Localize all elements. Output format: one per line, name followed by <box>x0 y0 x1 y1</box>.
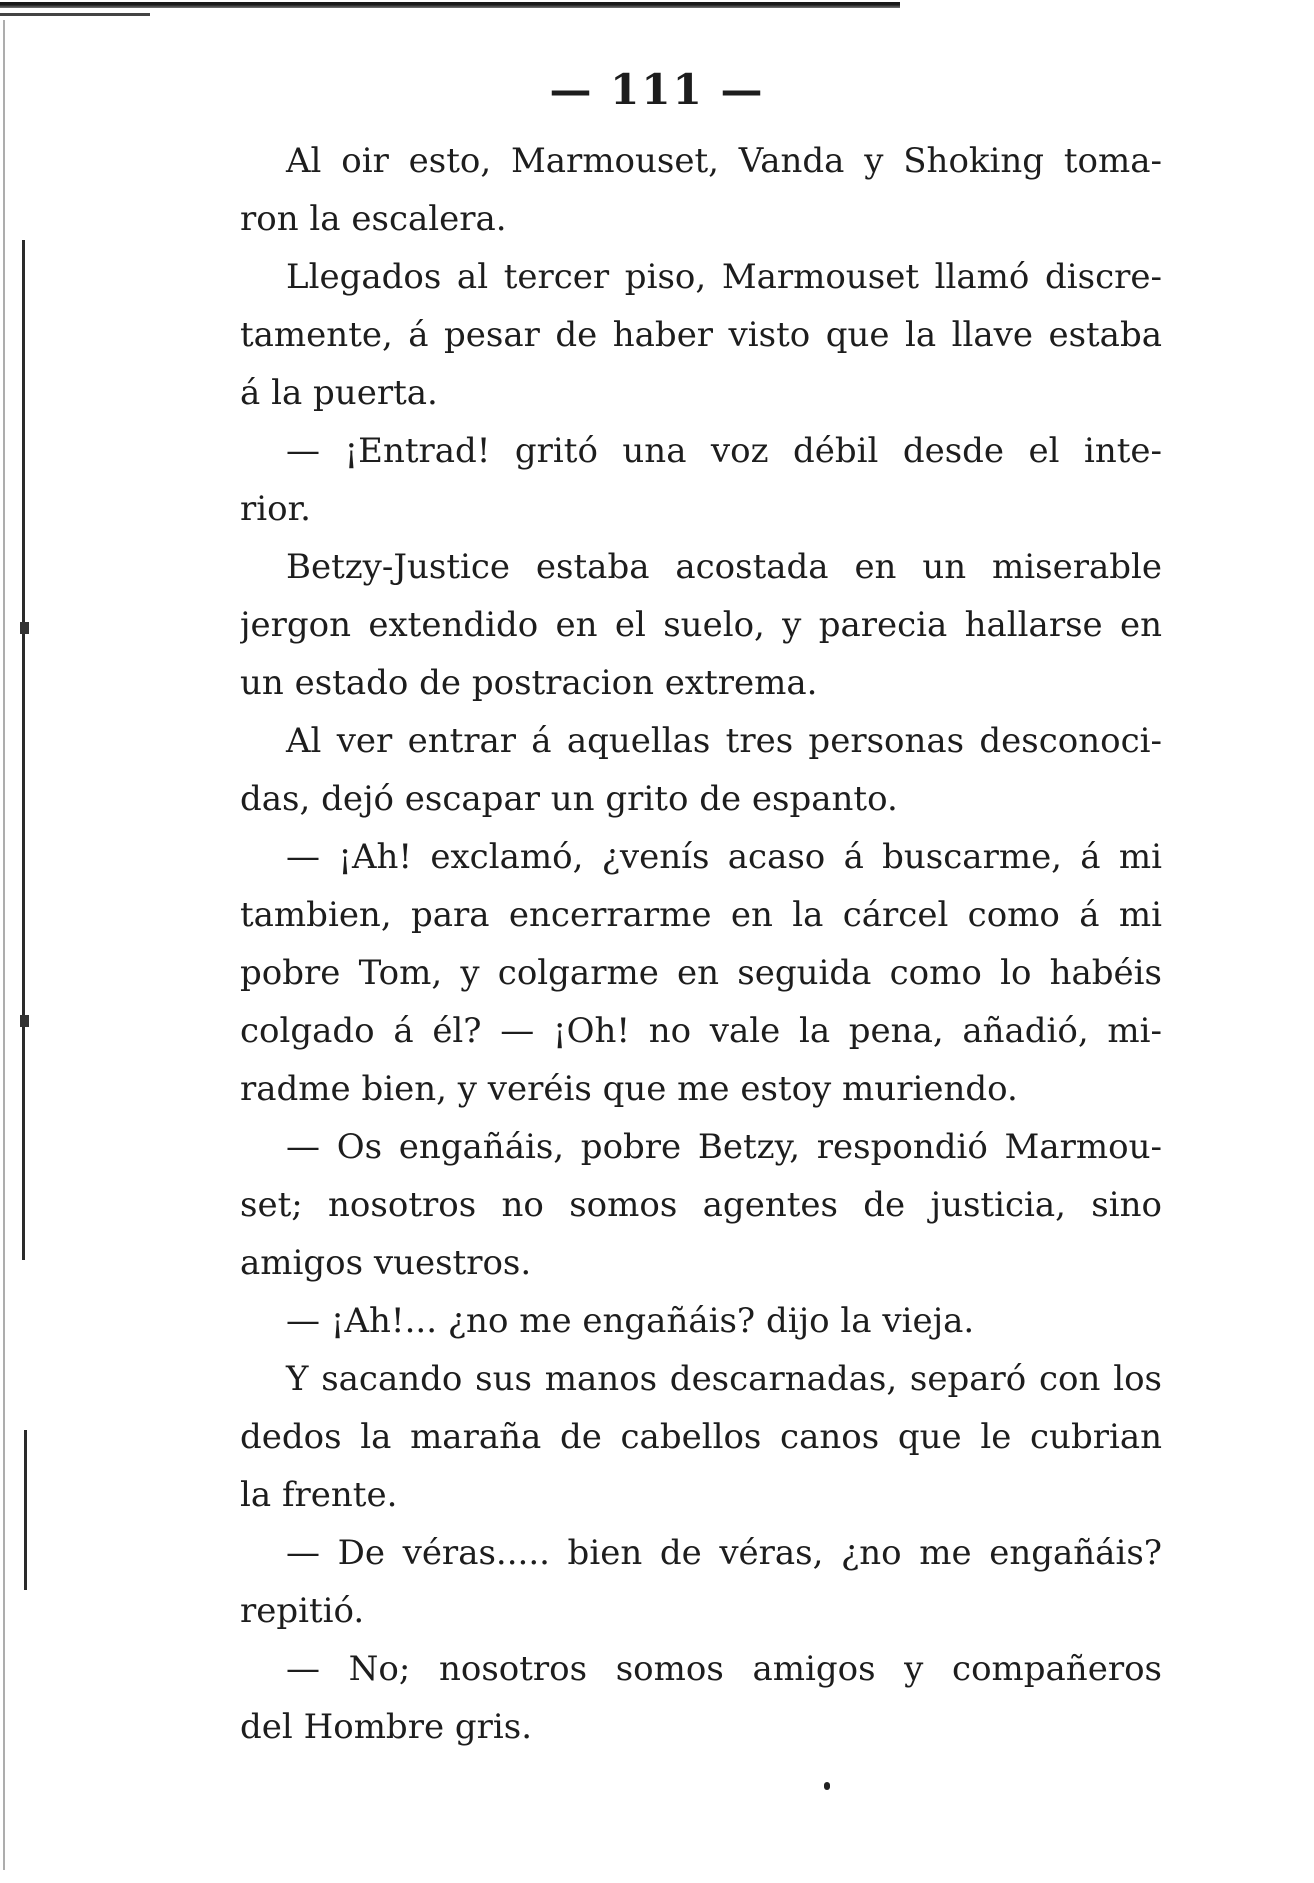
text-line: ron la escalera. <box>240 199 507 239</box>
scan-top-edge-thin <box>0 13 150 16</box>
text-line: un estado de postracion extrema. <box>240 663 818 703</box>
text-line: — Os engañáis, pobre Betzy, respondió Marmou- <box>286 1127 1162 1167</box>
text-line: Al oir esto, Marmouset, Vanda y Shoking toma- <box>286 141 1162 181</box>
text-line: tamente, á pesar de haber visto que la llave estaba <box>240 315 1162 355</box>
text-line: del Hombre gris. <box>240 1707 533 1747</box>
scan-left-edge <box>3 20 5 1870</box>
text-line: Y sacando sus manos descarnadas, separó con los <box>286 1359 1162 1399</box>
text-line: Al ver entrar á aquellas tres personas desconoci- <box>286 721 1162 761</box>
text-line: dedos la maraña de cabellos canos que le cubrian <box>240 1417 1162 1457</box>
text-line: Betzy-Justice estaba acostada en un miserable <box>286 547 1162 587</box>
text-line: tambien, para encerrarme en la cárcel como á mi <box>240 895 1162 935</box>
scan-binding-edge-lower <box>24 1430 27 1590</box>
scan-mark <box>20 1015 29 1027</box>
page-number: — 111 — <box>549 65 765 114</box>
text-line: colgado á él? — ¡Oh! no vale la pena, añadió, mi- <box>240 1011 1162 1051</box>
text-line: das, dejó escapar un grito de espanto. <box>240 779 898 819</box>
text-line: set; nosotros no somos agentes de justicia, sino <box>240 1185 1162 1225</box>
scan-top-edge <box>0 2 900 8</box>
scan-mark <box>20 622 29 634</box>
text-line: Llegados al tercer piso, Marmouset llamó discre- <box>286 257 1162 297</box>
text-line: — De véras..... bien de véras, ¿no me engañáis? <box>286 1533 1162 1573</box>
text-line: pobre Tom, y colgarme en seguida como lo habéis <box>240 953 1162 993</box>
text-line: la frente. <box>240 1475 398 1515</box>
text-line: amigos vuestros. <box>240 1243 532 1283</box>
text-line: jergon extendido en el suelo, y parecia hallarse en <box>240 605 1162 645</box>
text-line: radme bien, y veréis que me estoy muriendo. <box>240 1069 1018 1109</box>
text-line: rior. <box>240 489 311 529</box>
text-line: á la puerta. <box>240 373 438 413</box>
ink-speck <box>824 1782 830 1790</box>
scan-binding-edge <box>22 240 25 1260</box>
text-line: — ¡Ah! exclamó, ¿venís acaso á buscarme, á mi <box>286 837 1162 877</box>
text-line: repitió. <box>240 1591 365 1631</box>
text-line: — ¡Ah!... ¿no me engañáis? dijo la vieja. <box>286 1301 975 1341</box>
text-line: — ¡Entrad! gritó una voz débil desde el inte- <box>286 431 1162 471</box>
text-line: — No; nosotros somos amigos y compañeros <box>286 1649 1162 1689</box>
body-text <box>240 132 1162 1756</box>
